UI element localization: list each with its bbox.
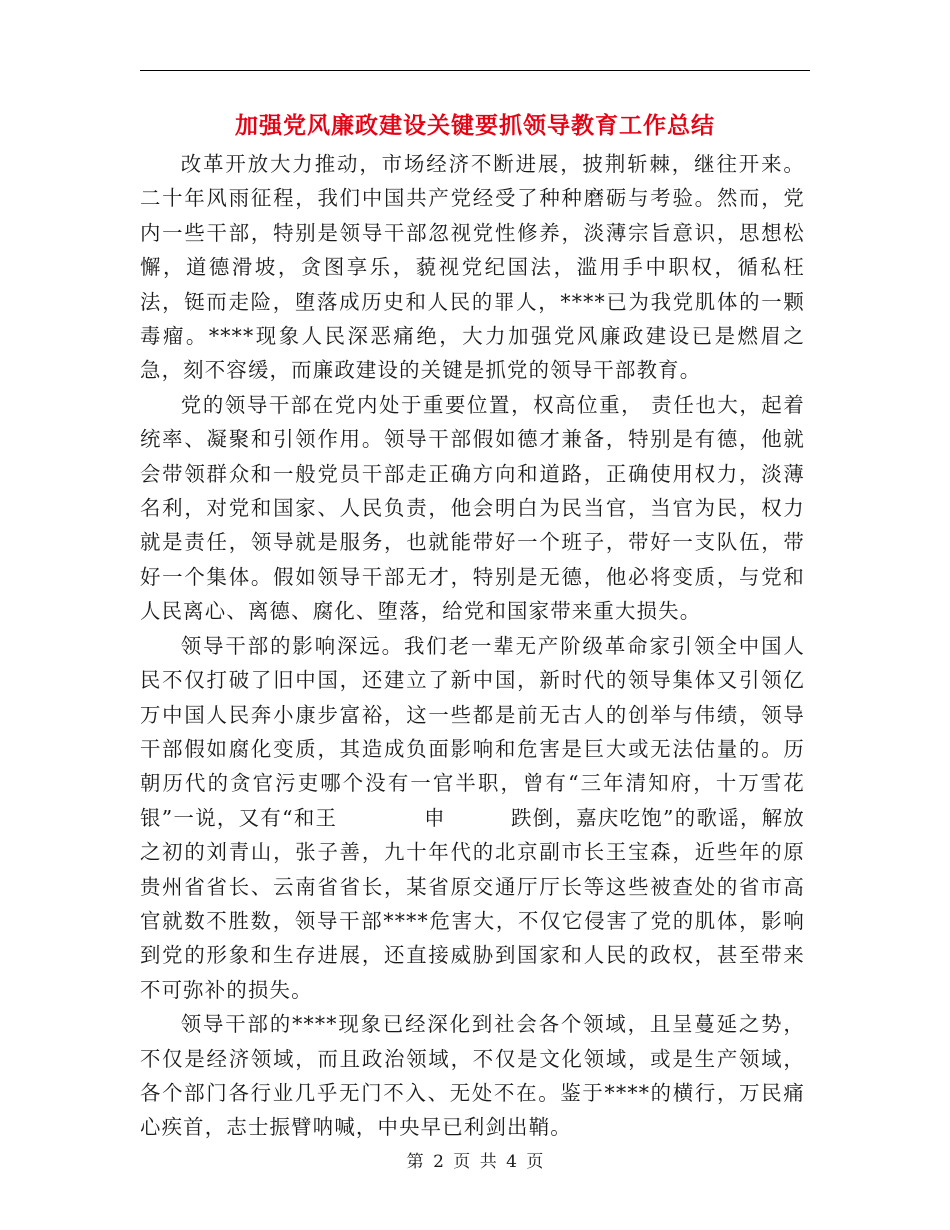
page-number-footer: 第 2 页 共 4 页 xyxy=(406,1152,544,1172)
paragraph-3: 领导干部的影响深远。我们老一辈无产阶级革命家引领全中国人民不仅打破了旧中国，还建立了新中国，新时代的领导集体又引领亿万中国人民奔小康步富裕，这一些都是前无古人的创举与伟绩，领导干部假如腐化变质，其造成负面影响和危害是巨大或无法估量的。历朝历代的贪官污吏哪个没有一官半职，曾有“三年清知府，十万雪花银”一说，又有“和王 申 跌倒，嘉庆吃饱”的歌谣，解放之初的刘青山，张子善，九十年代的北京副市长王宝森，近些年的原贵州省省长、云南省省长，某省原交通厅厅长等这些被查处的省市高官就数不胜数，领导干部****危害大，不仅它侵害了党的肌体，影响到党的形象和生存进展，还直接威胁到国家和人民的政权，甚至带来不可弥补的损失。 xyxy=(140,633,805,1002)
paragraph-1: 改革开放大力推动，市场经济不断进展，披荆斩棘，继往开来。二十年风雨征程，我们中国共产党经受了种种磨砺与考验。然而，党内一些干部，特别是领导干部忽视党性修养，淡薄宗旨意识，思想松懈，道德滑坡，贪图享乐，藐视党纪国法，滥用手中职权，循私枉法，铤而走险，堕落成历史和人民的罪人，****已为我党肌体的一颗毒瘤。****现象人民深恶痛绝，大力加强党风廉政建设已是燃眉之急，刻不容缓，而廉政建设的关键是抓党的领导干部教育。 xyxy=(140,152,805,383)
document-title: 加强党风廉政建设关键要抓领导教育工作总结 xyxy=(235,112,715,139)
document-body xyxy=(140,147,805,1145)
paragraph-2: 党的领导干部在党内处于重要位置，权高位重， 责任也大，起着统率、凝聚和引领作用。领导干部假如德才兼备，特别是有德，他就会带领群众和一般党员干部走正确方向和道路，正确使用权力，淡薄名利，对党和国家、人民负责，他会明白为民当官，当官为民，权力就是责任，领导就是服务，也就能带好一个班子，带好一支队伍，带好一个集体。假如领导干部无才，特别是无德，他必将变质，与党和人民离心、离德、腐化、堕落，给党和国家带来重大损失。 xyxy=(140,392,805,624)
paragraph-4: 领导干部的****现象已经深化到社会各个领域，且呈蔓延之势，不仅是经济领域，而且政治领域，不仅是文化领域，或是生产领域，各个部门各行业几乎无门不入、无处不在。鉴于****的横行，万民痛心疾首，志士振臂呐喊，中央早已利剑出鞘。 xyxy=(140,1012,805,1140)
header-rule xyxy=(140,70,810,71)
